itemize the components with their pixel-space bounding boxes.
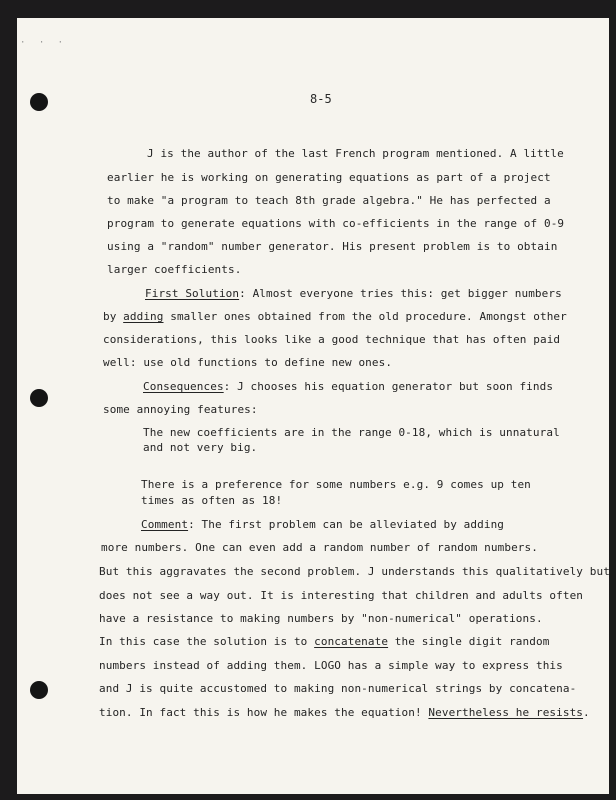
text-line [145,287,562,300]
text-line [107,171,551,184]
text-span: using a "random" number generator. His present problem is to obtain [107,240,558,253]
text-span: : J chooses his equation generator but soon finds [223,380,554,393]
text-span: numbers instead of adding them. LOGO has a simple way to express this [99,659,563,672]
text-line [99,612,543,625]
text-span: some annoying features: [103,403,258,416]
text-line [103,310,567,323]
text-line [107,240,557,253]
text-span: In this case the solution is to [99,635,315,648]
text-line [143,380,553,393]
text-span: does not see a way out. It is interesting that children and adults often [99,589,584,602]
underlined-term: First Solution [145,287,240,300]
text-line [141,494,282,507]
text-line [99,659,563,672]
text-span: times as often as 18! [141,494,283,507]
text-line [143,441,257,454]
text-line [141,478,531,491]
text-line [143,426,560,439]
page-number: 8-5 [310,92,332,106]
underlined-term: adding [123,310,164,323]
text-span: program to generate equations with co-efficients in the range of 0-9 [107,217,565,230]
text-span: tion. In fact this is how he makes the equation! [99,706,429,719]
text-line [147,147,564,160]
underlined-term: Nevertheless he resists [428,706,584,719]
text-line [99,706,590,719]
text-span: But this aggravates the second problem. J understands this qualitatively but [99,565,610,578]
text-span: the single digit random [388,635,550,648]
text-line [103,333,560,346]
text-span: well: use old functions to define new ones. [103,356,393,369]
text-span: : Almost everyone tries this: get bigger numbers [239,287,562,300]
underlined-term: concatenate [314,635,389,648]
text-line [99,589,583,602]
text-line [99,565,610,578]
paper-specks: · · · [20,38,68,48]
text-line [103,356,392,369]
text-span: larger coefficients. [107,263,242,276]
text-span: There is a preference for some numbers e.g. 9 comes up ten [141,478,531,491]
text-span: smaller ones obtained from the old procedure. Amongst other [163,310,567,323]
text-span: considerations, this looks like a good technique that has often paid [103,333,561,346]
underlined-term: Consequences [143,380,224,393]
text-span: earlier he is working on generating equations as part of a project [107,171,551,184]
text-line [101,541,538,554]
text-span: to make "a program to teach 8th grade algebra." He has perfected a [107,194,551,207]
text-span: by [103,310,124,323]
text-span: more numbers. One can even add a random number of random numbers. [101,541,538,554]
text-line [107,217,564,230]
text-line [107,194,551,207]
text-line [99,635,549,648]
text-span: : The first problem can be alleviated by adding [188,518,505,531]
punch-hole-middle [30,389,48,407]
text-span: have a resistance to making numbers by "non-numerical" operations. [99,612,543,625]
text-line [141,518,504,531]
text-span: . [583,706,590,719]
text-line [107,263,241,276]
text-span: and J is quite accustomed to making non-numerical strings by concatena- [99,682,577,695]
punch-hole-top [30,93,48,111]
text-span: The new coefficients are in the range 0-18, which is unnatural [143,426,560,439]
underlined-term: Comment [141,518,189,531]
punch-hole-bottom [30,681,48,699]
text-line [103,403,258,416]
text-span: J is the author of the last French program mentioned. A little [147,147,564,160]
text-span: and not very big. [143,441,258,454]
text-line [99,682,576,695]
